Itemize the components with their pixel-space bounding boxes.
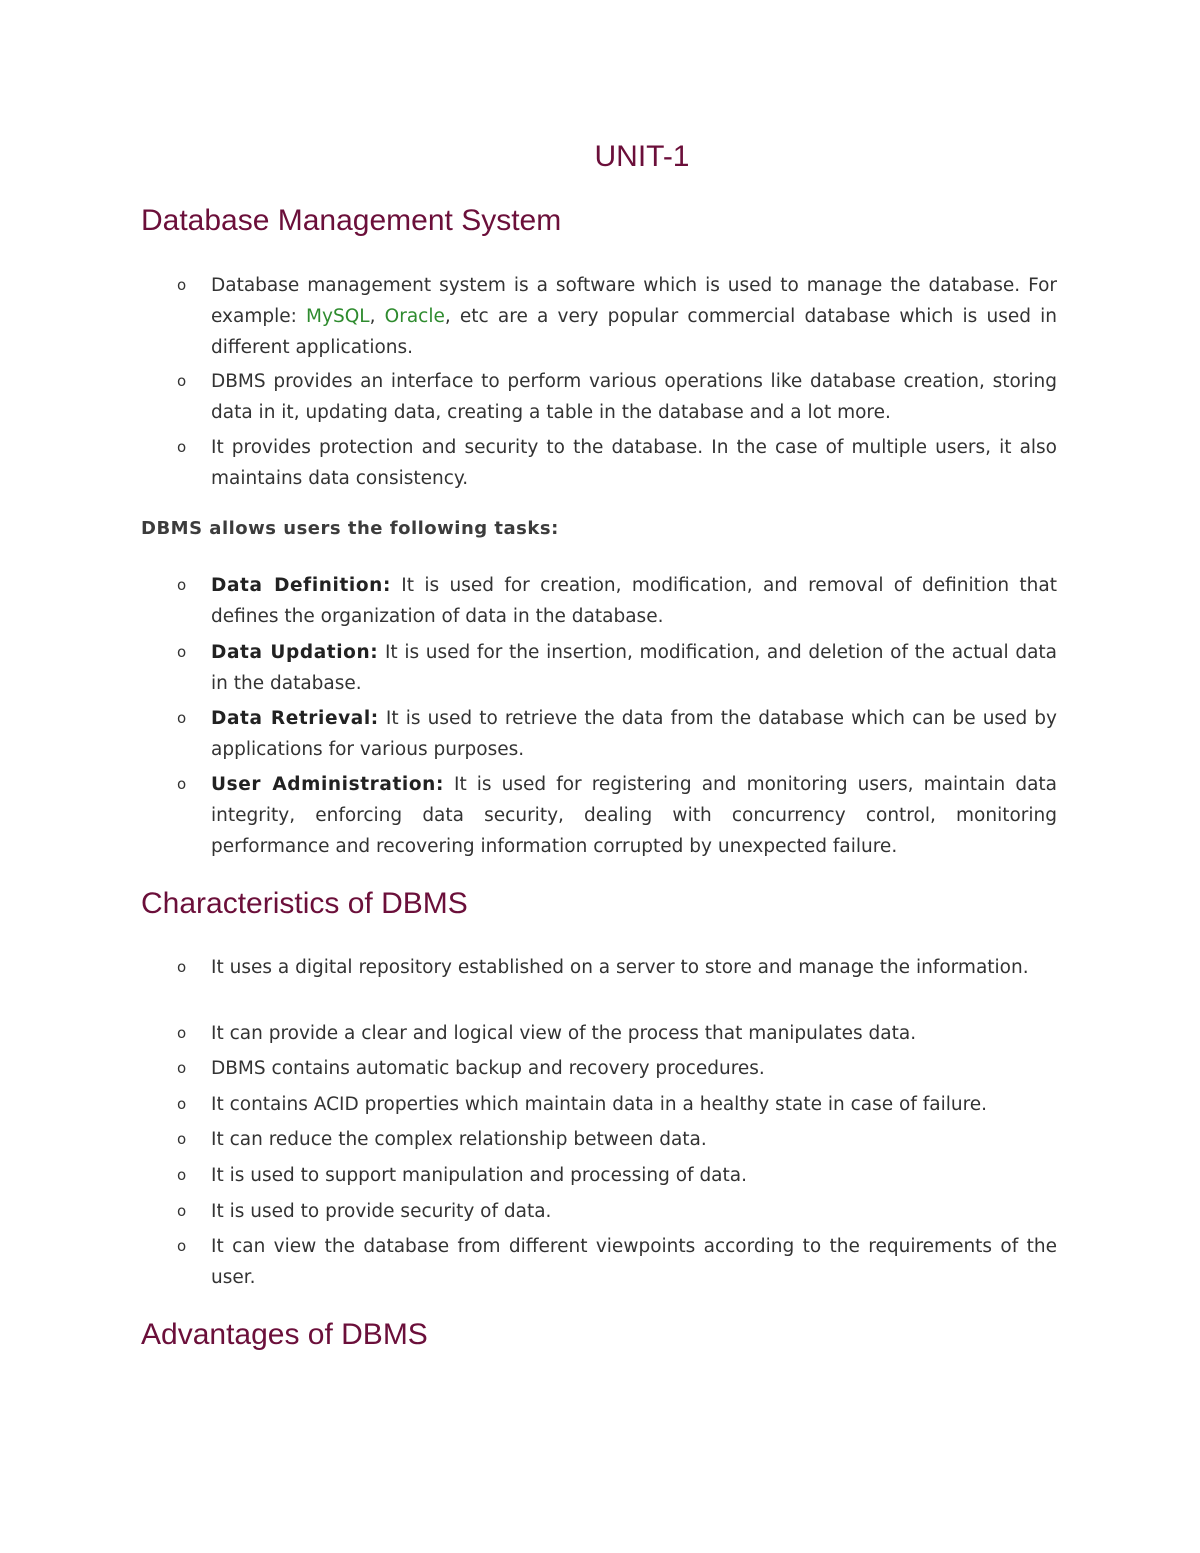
bullet-icon: o: [177, 1202, 187, 1220]
bullet-icon: o: [177, 1166, 187, 1184]
bullet-icon: o: [177, 276, 187, 294]
term-description: It is used for creation, modification, and removal of definition that defines the organization of data in the database.: [211, 575, 1057, 627]
bullet-icon: o: [177, 1024, 187, 1042]
bullet-icon: o: [177, 643, 187, 661]
bullet-icon: o: [177, 1237, 187, 1255]
bullet-icon: o: [177, 438, 187, 456]
list-item-text: DBMS contains automatic backup and recovery procedures.: [211, 1058, 765, 1079]
term-label: Data Definition:: [211, 575, 391, 596]
list-item-text-part: , etc are a very popular commercial database which is used in different applications.: [211, 306, 1057, 358]
list-item-text: It can view the database from different viewpoints according to the requirements of the user.: [211, 1236, 1057, 1288]
heading-characteristics-of-dbms: Characteristics of DBMS: [141, 887, 468, 920]
bullet-icon: o: [177, 1095, 187, 1113]
bullet-icon: o: [177, 372, 187, 390]
bullet-icon: o: [177, 709, 187, 727]
list-item-text: It is used to support manipulation and processing of data.: [211, 1165, 747, 1186]
bullet-icon: o: [177, 775, 187, 793]
heading-database-management-system: Database Management System: [141, 204, 562, 237]
list-item-text: [211, 769, 1057, 862]
term-label: Data Retrieval:: [211, 708, 379, 729]
list-item-text: It can provide a clear and logical view of the process that manipulates data.: [211, 1023, 917, 1044]
term-description: It is used for the insertion, modification, and deletion of the actual data in the database.: [211, 642, 1058, 694]
list-item-text: [211, 637, 1057, 699]
list-item-text: It provides protection and security to the database. In the case of multiple users, it also maintains data consistency.: [211, 437, 1057, 489]
bullet-icon: o: [177, 1130, 187, 1148]
term-description: It is used to retrieve the data from the database which can be used by applications for various purposes.: [211, 708, 1057, 760]
term-description: It is used for registering and monitoring users, maintain data integrity, enforcing data security, dealing with concurrency control, monitoring performance and recovering information corrupted by unexpected failure.: [211, 774, 1058, 857]
bullet-icon: o: [177, 1059, 187, 1077]
bullet-icon: o: [177, 958, 187, 976]
unit-title: UNIT-1: [594, 140, 690, 173]
term-label: Data Updation:: [211, 642, 379, 663]
list-item-text-part: Database management system is a software which is used to manage the database. For example:: [211, 275, 1057, 327]
bullet-icon: o: [177, 576, 187, 594]
list-item-text: It can reduce the complex relationship between data.: [211, 1129, 707, 1150]
oracle-link[interactable]: Oracle: [384, 306, 445, 327]
list-item-text: It is used to provide security of data.: [211, 1201, 552, 1222]
list-item-text: It contains ACID properties which maintain data in a healthy state in case of failure.: [211, 1094, 988, 1115]
list-item-text: [211, 570, 1057, 632]
list-item-separator: ,: [369, 306, 385, 327]
tasks-intro: DBMS allows users the following tasks:: [141, 518, 559, 539]
list-item-text: It uses a digital repository established on a server to store and manage the information.: [211, 957, 1029, 978]
list-item-text: DBMS provides an interface to perform various operations like database creation, storing data in it, updating data, creating a table in the database and a lot more.: [211, 371, 1057, 423]
heading-advantages-of-dbms: Advantages of DBMS: [141, 1318, 428, 1351]
mysql-link[interactable]: MySQL: [306, 306, 370, 327]
list-item-text: [211, 270, 1057, 363]
term-label: User Administration:: [211, 774, 444, 795]
list-item-text: [211, 703, 1057, 765]
